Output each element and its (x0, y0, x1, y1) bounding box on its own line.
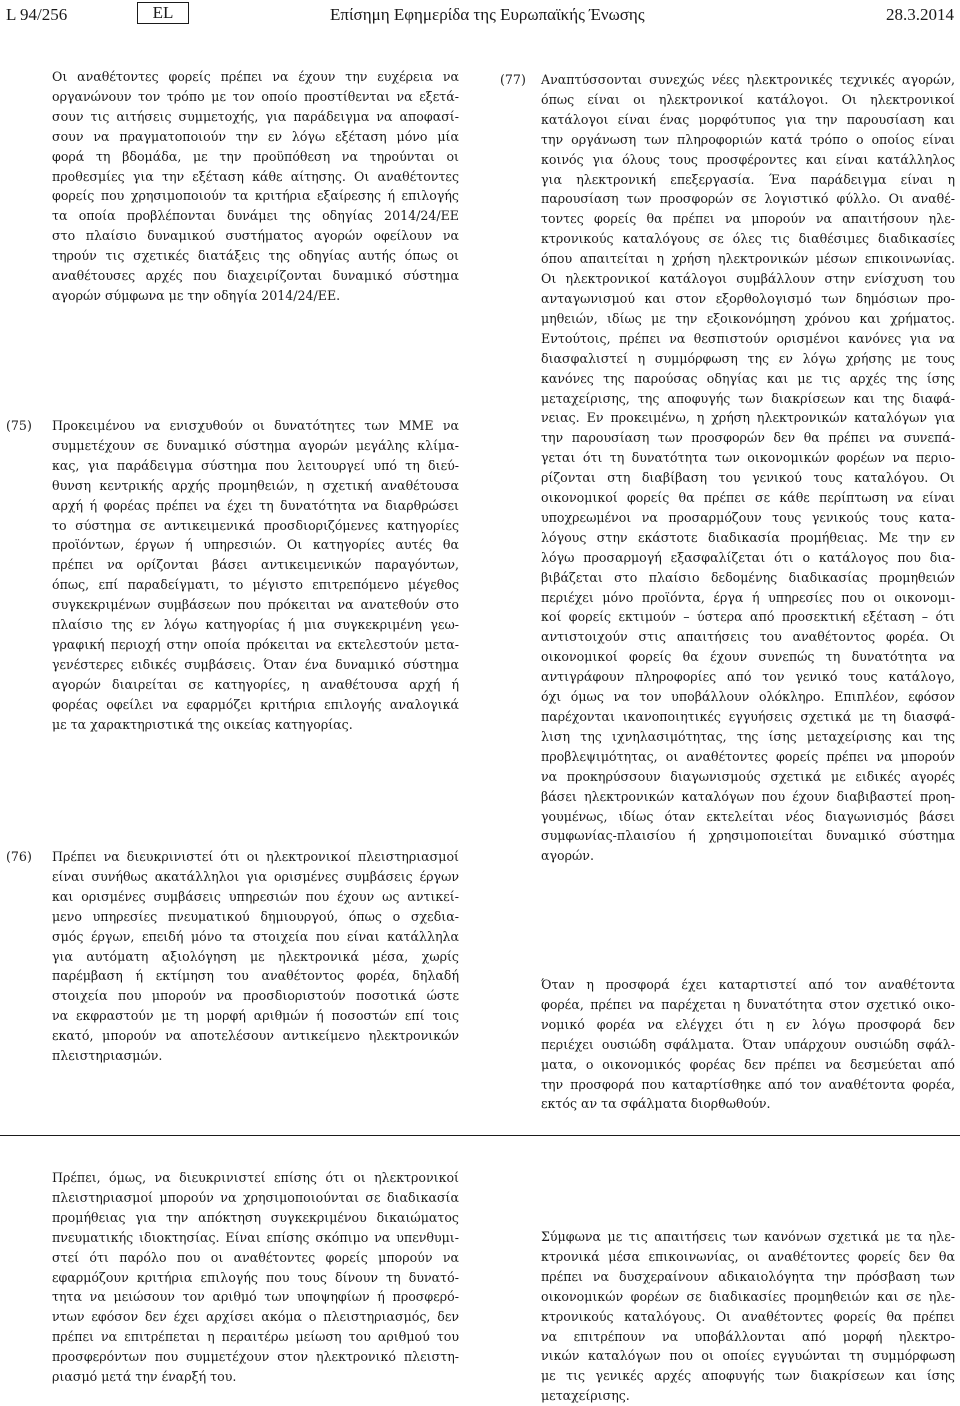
text-line: προβλεψιμότητας, οι αναθέτοντες φορείς πρέπει να μπορούν (541, 748, 955, 764)
text-line: γενέστερες ειδικές συμβάσεις. Όταν ένα δυναμικό σύστημα (52, 656, 459, 672)
text-line: οικονομικών φορέων σε διαδικασίες προμηθειών και σε ηλε- (541, 1288, 955, 1304)
paragraph-bottom-right (541, 1227, 955, 1406)
paragraph-77-continuation (541, 975, 955, 1114)
section-divider (0, 1135, 960, 1136)
text-line: εκατό, μπορούν να αποτελέσουν αντικείμενο ηλεκτρονικών (52, 1028, 459, 1044)
text-line: λιση της ιχνηλασιμότητας, της ίσης μεταχείρισης και της (541, 728, 955, 744)
text-line: με τις γενικές αρχές αποφυγής των διακρίσεων και ίσης (541, 1368, 955, 1384)
text-line: ντων εφόσον δεν έχει αρχίσει ακόμα ο πλειστηριασμός, δεν (52, 1309, 459, 1325)
text-line: θυνση κεντρικής αρχής προμηθειών, η σχετική αναθέτουσα (52, 477, 459, 493)
text-line: κτρονικά μέσα επικοινωνίας, οι αναθέτοντες φορείς δεν θα (541, 1248, 955, 1264)
text-line: Πρέπει να διευκρινιστεί ότι οι ηλεκτρονικοί πλειστηριασμοί (52, 849, 459, 864)
text-line: μηθειών, ιδίως με την εξοικονόμηση χρόνου και χρήματος. (541, 310, 955, 326)
text-line: εφαρμόζουν κριτήρια επιλογής που τους δίνουν τη δυνατό- (52, 1269, 459, 1285)
text-line: συγκεκριμένων συμβάσεων που πρόκειται να ανατεθούν στο (52, 597, 459, 613)
paragraph-number-77: (77) (500, 72, 526, 87)
text-line: την προσφορά που καταρτίσθηκε από τον αναθέτοντα φορέα, (541, 1076, 955, 1092)
paragraph-74-continuation (52, 67, 459, 306)
text-line: περιέχει ουσιώδη σφάλματα. Όταν υπάρχουν ουσιώδη σφάλ- (541, 1036, 955, 1052)
paragraph-number-75: (75) (6, 418, 32, 433)
text-line: λόγους στην εκάστοτε διαδικασία προμήθειας. Με την εν (541, 529, 955, 545)
paragraph-76 (52, 847, 459, 1066)
text-line: ριασμό μετά την έναρξή του. (52, 1369, 237, 1385)
text-line: προσφερόντων που συμμετέχουν στον ηλεκτρονικό πλειστη- (52, 1349, 459, 1365)
text-line: μενο υπηρεσίες πνευματικού δημιουργού, όπως ο σχεδια- (52, 908, 459, 924)
text-line: Οι αναθέτοντες φορείς πρέπει να έχουν την ευχέρεια να (52, 69, 459, 84)
text-line: στοιχεία που μπορούν να προσδιοριστούν ποσοτικά ώστε (52, 988, 459, 1004)
text-line: όπου απαιτείται η χρήση ηλεκτρονικών μέσων επικοινωνίας. (541, 251, 955, 267)
text-line: φορέας οφείλει να εφαρμόζει κριτήρια επιλογής αναλογικά (52, 696, 459, 712)
text-line: περιέχει μόνο προϊόντα, έργα ή υπηρεσίες που οι οικονομι- (541, 589, 955, 605)
text-line: οργανώνουν τον τρόπο με τον οποίο προστίθενται να εξετά- (52, 88, 459, 104)
text-line: παρέμβαση ή εκτίμηση του αναθέτοντος φορέα, δηλαδή (52, 968, 459, 984)
text-line: Αναπτύσσονται συνεχώς νέες ηλεκτρονικές τεχνικές αγορών, (541, 72, 955, 87)
text-line: ρίζονται στη διαβίβαση του γενικού τους καταλόγου. Οι (541, 470, 955, 486)
text-line: βιβάζεται στο πλαίσιο δεδομένης διαδικασίας προμηθειών (541, 569, 955, 585)
paragraph-bottom-left (52, 1168, 459, 1387)
text-line: σουν τις αιτήσεις συμμετοχής, για παράδειγμα να αποφασί- (52, 108, 459, 124)
text-line: είναι συνήθως ακατάλληλοι για ορισμένες συμβάσεις έργων (52, 868, 459, 884)
text-line: να εκφραστούν με τη μορφή αριθμών ή ποσοστών επί τοις (52, 1008, 459, 1024)
text-line: το σύστημα σε αντικειμενικά προσδιοριζόμενες κατηγορίες (52, 517, 459, 533)
text-line: τα οποία προβλέπονται δυνάμει της οδηγίας 2014/24/ΕΕ (52, 208, 459, 224)
text-line: σμός έργων, επειδή μόνο τα στοιχεία που είναι κατάλληλα (52, 928, 459, 944)
text-line: στεί ότι παρόλο που οι αναθέτοντες φορείς μπορούν να (52, 1249, 459, 1265)
text-line: κοί φορείς εκτιμούν – ύστερα από προσεκτική εξέταση – ότι (541, 609, 955, 625)
text-line: μεταχείρισης. (541, 1388, 630, 1404)
text-line: κας, για παράδειγμα σύστημα που λειτουργεί υπό τη διεύ- (52, 457, 459, 473)
text-line: τηρούν τις σχετικές διατάξεις της οδηγίας αυτής όπως οι (52, 248, 459, 264)
text-line: υποχρεωμένοι να προσαρμόζουν τους γενικούς τους κατα- (541, 509, 955, 525)
text-line: κτρονικούς καταλόγους. Οι αναθέτοντες φορείς θα πρέπει (541, 1308, 955, 1324)
text-line: αντιστοιχούν στις απαιτήσεις του αναθέτοντος φορέα. Οι (541, 629, 955, 645)
text-line: Πρέπει, όμως, να διευκρινιστεί επίσης ότι οι ηλεκτρονικοί (52, 1170, 459, 1185)
text-line: προϊόντων, έργων ή υπηρεσιών. Οι κατηγορίες αυτές θα (52, 537, 459, 553)
text-line: προμήθειας για την απόκτηση συγκεκριμένου δικαιώματος (52, 1209, 459, 1225)
text-line: αναθέτουσες αρχές που διαχειρίζονται δυναμικό σύστημα (52, 268, 459, 284)
text-line: Όταν η προσφορά έχει καταρτιστεί από τον αναθέτοντα (541, 977, 955, 992)
text-line: πλαίσιο της εν λόγω κατηγορίας ή μια συγκεκριμένη γεω- (52, 617, 459, 633)
text-line: αγορών σύμφωνα με την οδηγία 2014/24/ΕΕ. (52, 287, 341, 303)
page-header (0, 0, 960, 30)
text-line: ματα, ο οικονομικός φορέας δεν πρέπει να δεσμεύεται από (541, 1056, 955, 1072)
text-line: να προκηρύσσουν διαγωνισμούς σχετικά με ειδικές αγορές (541, 768, 955, 784)
text-line: γραφική περιοχή στην οποία πρόκειται να εκτελεστούν μετα- (52, 636, 459, 652)
text-line: αντιγράφουν πληροφορίες από τον γενικό τους κατάλογο, (541, 669, 955, 685)
text-line: Προκειμένου να ενισχυθούν οι δυνατότητες των ΜΜΕ να (52, 418, 459, 433)
text-line: οικονομικοί φορείς θα πρέπει σε κάθε περίπτωση να είναι (541, 490, 955, 506)
text-line: πρέπει να δυσχεραίνουν αδικαιολόγητα την πρόσβαση των (541, 1268, 955, 1284)
text-line: γεται ότι τη δυνατότητα των οικονομικών φορέων να περιο- (541, 450, 955, 466)
text-line: παρουσίαση των προσφορών σε λογιστικό φύλλο. Οι αναθέ- (541, 191, 955, 207)
text-line: την παρουσίαση των προσφορών δεν θα πρέπει να συνεπά- (541, 430, 955, 446)
text-line: όπως είναι οι ηλεκτρονικοί κατάλογοι. Οι ηλεκτρονικοί (541, 91, 955, 107)
text-line: πλειστηριασμών. (52, 1048, 163, 1064)
text-line: πλειστηριασμοί μπορούν να χρησιμοποιούνται σε διαδικασία (52, 1189, 459, 1205)
text-line: γουμένως, ιδίως όταν εκτελείται νέος διαγωνισμός βάσει (541, 808, 955, 824)
text-line: προθεσμίες για την εξέταση κάθε αίτησης. Οι αναθέτοντες (52, 168, 459, 184)
text-line: συμμετέχουν σε δυναμικό σύστημα αγορών μεγάλης κλίμα- (52, 437, 459, 453)
text-line: όπως, επί παραδείγματι, το μέγιστο επιτρεπόμενο μέγεθος (52, 577, 459, 593)
text-line: αγορών. (541, 848, 594, 864)
text-line: πρέπει να ορίζονται βάσει αντικειμενικών παραγόντων, (52, 557, 459, 573)
text-line: τοντες φορείς θα πρέπει να μπορούν να απαιτήσουν ηλε- (541, 211, 955, 227)
text-line: με τα χαρακτηριστικά της οικείας κατηγορίας. (52, 716, 353, 732)
text-line: φορέα, πρέπει να παρέχεται η δυνατότητα στον σχετικό οικο- (541, 996, 955, 1012)
text-line: νικών καταλόγων που οι οποίες εγγυώνται τη συμμόρφωση (541, 1348, 955, 1364)
text-line: νομικό φορέα να ελέγχει ότι η εν λόγω προσφορά δεν (541, 1016, 955, 1032)
text-line: μεταχείρισης, της αποφυγής των διακρίσεων και της διαφά- (541, 390, 955, 406)
text-line: πρέπει να επιτρέπεται η περαιτέρω μείωση του αριθμού του (52, 1329, 459, 1345)
text-line: να επιτρέπουν να υποβάλλονται από μορφή ηλεκτρο- (541, 1328, 955, 1344)
text-line: αρχή ή φορέας πρέπει να έχει τη δυνατότητα να διαρθρώσει (52, 497, 459, 513)
journal-title: Επίσημη Εφημερίδα της Ευρωπαϊκής Ένωσης (330, 5, 645, 24)
text-line: τητα να μειώσουν τον αριθμό των υποψηφίων ή προσφερό- (52, 1289, 459, 1305)
text-line: εκτός αν τα σφάλματα διορθωθούν. (541, 1096, 771, 1112)
text-line: νειας. Εν προκειμένω, η χρήση ηλεκτρονικών καταλόγων για (541, 410, 955, 426)
text-line: αγορών διαιρείται σε κατηγορίες, η αναθέτουσα αρχή ή (52, 676, 459, 692)
language-code: EL (137, 2, 189, 24)
page-number: L 94/256 (6, 5, 68, 24)
text-line: κτρονικούς καταλόγους σε όλες τις διαθέσιμες διαδικασίες (541, 231, 955, 247)
text-line: και ορισμένες συμβάσεις υπηρεσιών που έχουν ως αντικεί- (52, 888, 459, 904)
text-line: παρέχονται ικανοποιητικές εγγυήσεις σχετικά με τη διασφά- (541, 709, 955, 724)
text-line: φορείς που χρησιμοποιούν τα κριτήρια εξαίρεσης ή επιλογής (52, 188, 459, 204)
text-line: για ηλεκτρονική επεξεργασία. Ένα παράδειγμα είναι η (541, 171, 955, 187)
text-line: την οργάνωση των πληροφοριών κατά τρόπο ο οποίος είναι (541, 131, 955, 147)
text-line: όχι όμως να τον υποβάλλουν ολόκληρο. Επιπλέον, εφόσον (541, 689, 955, 705)
text-line: οικονομικοί φορείς θα έχουν συνεπώς τη δυνατότητα να (541, 649, 955, 665)
text-line: κοινός για όλους τους προσφέροντες και είναι κατάλληλος (541, 151, 955, 167)
text-line: πνευματικής ιδιοκτησίας. Είναι επίσης σκόπιμο να υπενθυμι- (52, 1229, 459, 1245)
paragraph-77 (541, 70, 955, 866)
text-line: συμφωνίας-πλαισίου ή χρησιμοποιείται δυναμικό σύστημα (541, 828, 955, 844)
paragraph-number-76: (76) (6, 849, 32, 864)
text-line: φορά τη βδομάδα, με την προϋπόθεση να τηρούνται οι (52, 148, 459, 164)
paragraph-75 (52, 416, 459, 735)
text-line: Εντούτοις, πρέπει να θεσπιστούν ορισμένοι κανόνες για να (541, 330, 955, 346)
text-line: για αυτόματη αξιολόγηση με ηλεκτρονικά μέσα, χωρίς (52, 948, 459, 964)
text-line: Σύμφωνα με τις απαιτήσεις των κανόνων σχετικά με τα ηλε- (541, 1229, 955, 1244)
text-line: σουν να πραγματοποιούν την εν λόγω εξέταση μόνο μία (52, 128, 459, 144)
text-line: κανόνες της παρούσας οδηγίας και με τις αρχές της ίσης (541, 370, 955, 386)
text-line: Οι ηλεκτρονικοί κατάλογοι συμβάλλουν στην ενίσχυση του (541, 271, 955, 287)
publication-date: 28.3.2014 (886, 5, 954, 24)
text-line: βάσει ηλεκτρονικών καταλόγων που έχουν διαβιβαστεί προη- (541, 788, 955, 804)
text-line: κατάλογοι είναι ένας μορφότυπος για την παρουσίαση και (541, 111, 955, 127)
text-line: λόγω προσαρμογή εξασφαλίζεται ότι ο κατάλογος που δια- (541, 549, 955, 565)
text-line: διασφαλιστεί η συμμόρφωση της εν λόγω χρήσης με τους (541, 350, 955, 366)
text-line: ανταγωνισμού και στον εξορθολογισμό των δημόσιων προ- (541, 290, 955, 306)
text-line: στο πλαίσιο δυναμικού συστήματος αγορών οφείλουν να (52, 228, 459, 244)
